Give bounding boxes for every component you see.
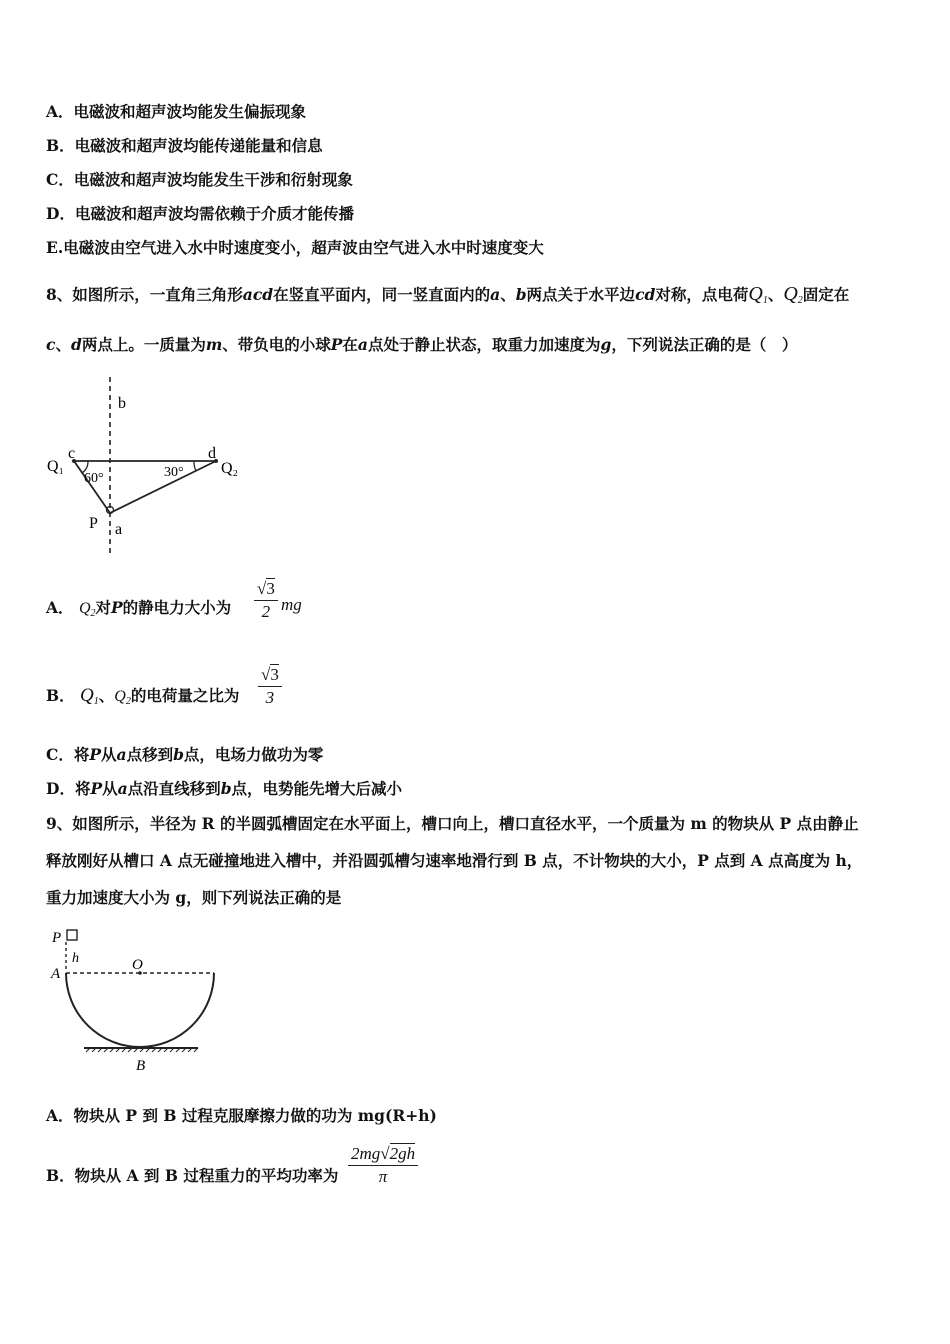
option-a-prefix: A． [46, 598, 74, 617]
point-c-label: c [46, 335, 56, 354]
point-d-label: d [70, 335, 82, 354]
fig-label-c: c [68, 445, 76, 462]
q7-option-a: A．电磁波和超声波均能发生偏振现象 [46, 102, 307, 121]
q8-option-c-text: 从 [101, 745, 117, 764]
ball-p-label: P [330, 335, 343, 354]
q8-stem-text: 两点关于水平边 [526, 285, 636, 304]
fig-label-q1: Q₁ [47, 458, 65, 475]
q8-option-a-text: 对 [95, 598, 112, 617]
angle-arc-30 [194, 461, 196, 471]
fraction-denominator: 2 [261, 602, 271, 621]
fraction-sqrt3-over-2 [254, 578, 278, 623]
fig-label-h: h [72, 951, 79, 966]
fig-label-b: B [136, 1058, 146, 1074]
q8-stem-line-1 [46, 284, 849, 311]
semicircle-groove [66, 973, 214, 1047]
q8-option-a [46, 598, 231, 624]
triangle-acd-label: acd [242, 285, 274, 304]
q9-option-b: B．物块从 A 到 B 过程重力的平均功率为 [46, 1166, 339, 1185]
sqrt-sign: √ [261, 665, 271, 684]
point-a-label: a [357, 335, 368, 354]
side-cd-label: cd [635, 285, 656, 304]
fig-label-p: P [52, 930, 62, 946]
sqrt-sign: √ [380, 1144, 390, 1163]
separator: 、 [55, 335, 71, 354]
q8-stem-text: 在竖直平面内，同一竖直面内的 [273, 285, 491, 304]
q8-option-d-text: 从 [102, 779, 118, 798]
option-b-prefix: B． [46, 686, 75, 705]
fraction-denominator: π [378, 1167, 388, 1186]
q8-option-b [46, 686, 239, 712]
fig-label-o: O [132, 957, 143, 973]
q8-option-d-text: D．将 [46, 779, 91, 798]
point-a-label: a [116, 745, 127, 764]
ball-p-label: P [89, 745, 101, 764]
separator: 、 [98, 686, 115, 705]
q8-stem-text: 8、如图所示，一直角三角形 [46, 285, 243, 304]
point-b-label: b [173, 745, 184, 764]
fraction-denominator: 3 [265, 688, 275, 707]
separator: 、 [500, 285, 516, 304]
q7-option-c: C．电磁波和超声波均能发生干涉和衍射现象 [46, 170, 353, 189]
q8-option-b-text: 的电荷量之比为 [130, 686, 240, 705]
separator: 、 [767, 285, 784, 304]
point-b-label: b [515, 285, 527, 304]
fig-label-p: P [89, 515, 98, 532]
fig-label-d: d [208, 445, 216, 462]
fig-label-q2: Q₂ [221, 460, 239, 477]
q8-option-c-text: 点移到 [126, 745, 174, 764]
fig-label-a: A [51, 966, 61, 982]
numerator-radicand: 2gh [389, 1144, 416, 1163]
q9-semicircle-figure [48, 924, 218, 1076]
fig-label-a: a [115, 521, 123, 538]
q9-stem-line-2: 释放刚好从槽口 A 点无碰撞地进入槽中，并沿圆弧槽匀速率地滑行到 B 点，不计物块的大小，P 点到 A 点高度为 h， [46, 851, 863, 870]
point-a-label: a [117, 779, 128, 798]
q7-option-e: E.电磁波由空气进入水中时速度变小，超声波由空气进入水中时速度变大 [46, 238, 544, 257]
numerator-prefix: 2mg [351, 1144, 381, 1163]
charge-q1: $Q_1$ [748, 283, 768, 306]
q8-option-d [46, 779, 402, 799]
q8-option-d-text: 点，电势能先增大后减小 [231, 779, 403, 798]
q8-stem-text: 、带负电的小球 [222, 335, 331, 354]
fig-label-angle-60: 60° [84, 471, 104, 486]
q8-triangle-figure [44, 372, 254, 562]
q7-option-d: D．电磁波和超声波均需依赖于介质才能传播 [46, 204, 354, 223]
q7-option-b: B．电磁波和超声波均能传递能量和信息 [46, 136, 323, 155]
block-p [67, 930, 77, 940]
gravity-label: g [600, 335, 612, 354]
point-b-label: b [220, 779, 232, 798]
charge-q2: $Q_2$ [783, 283, 803, 306]
q8-stem-text: 两点上。一质量为 [81, 335, 206, 354]
mg-term: mg [281, 595, 302, 614]
q8-option-c-text: 点，电场力做功为零 [183, 745, 324, 764]
fig-label-b: b [118, 395, 126, 412]
side-ad [110, 461, 216, 513]
charge-q2: $Q_2$ [114, 688, 131, 707]
fraction-numerator: 3 [270, 665, 279, 684]
q8-stem-text: 对称，点电荷 [655, 285, 749, 304]
q8-stem-text: 固定在 [802, 285, 850, 304]
point-a-label: a [490, 285, 501, 304]
fraction-numerator: 3 [266, 579, 275, 598]
q8-stem-text: 在 [342, 335, 358, 354]
mass-label: m [205, 335, 223, 354]
charge-q2: $Q_2$ [78, 600, 96, 619]
q8-stem-text: ，下列说法正确的是（ ） [611, 335, 798, 354]
q9-stem-line-1: 9、如图所示，半径为 R 的半圆弧槽固定在水平面上，槽口向上，槽口直径水平，一个质量为 m 的物块从 P 点由静止 [46, 814, 859, 833]
q8-option-c [46, 745, 323, 765]
q8-option-d-text: 点沿直线移到 [127, 779, 221, 798]
q8-option-a-text: 的静电力大小为 [122, 598, 232, 617]
q8-stem-line-2 [46, 335, 797, 355]
fraction-average-power [348, 1143, 418, 1188]
ball-p-label: P [90, 779, 103, 798]
q9-option-a: A．物块从 P 到 B 过程克服摩擦力做的功为 mg(R+h) [46, 1106, 437, 1125]
fig-label-angle-30: 30° [164, 465, 184, 480]
q8-option-c-text: C．将 [46, 745, 90, 764]
ball-p-label: P [111, 598, 123, 617]
q9-stem-line-3: 重力加速度大小为 g，则下列说法正确的是 [46, 888, 342, 907]
q8-stem-text: 点处于静止状态，取重力加速度为 [367, 335, 601, 354]
charge-q1: $Q_1$ [80, 685, 99, 707]
fraction-sqrt3-over-3 [258, 664, 282, 709]
sqrt-sign: √ [257, 579, 267, 598]
side-ca [74, 461, 110, 513]
